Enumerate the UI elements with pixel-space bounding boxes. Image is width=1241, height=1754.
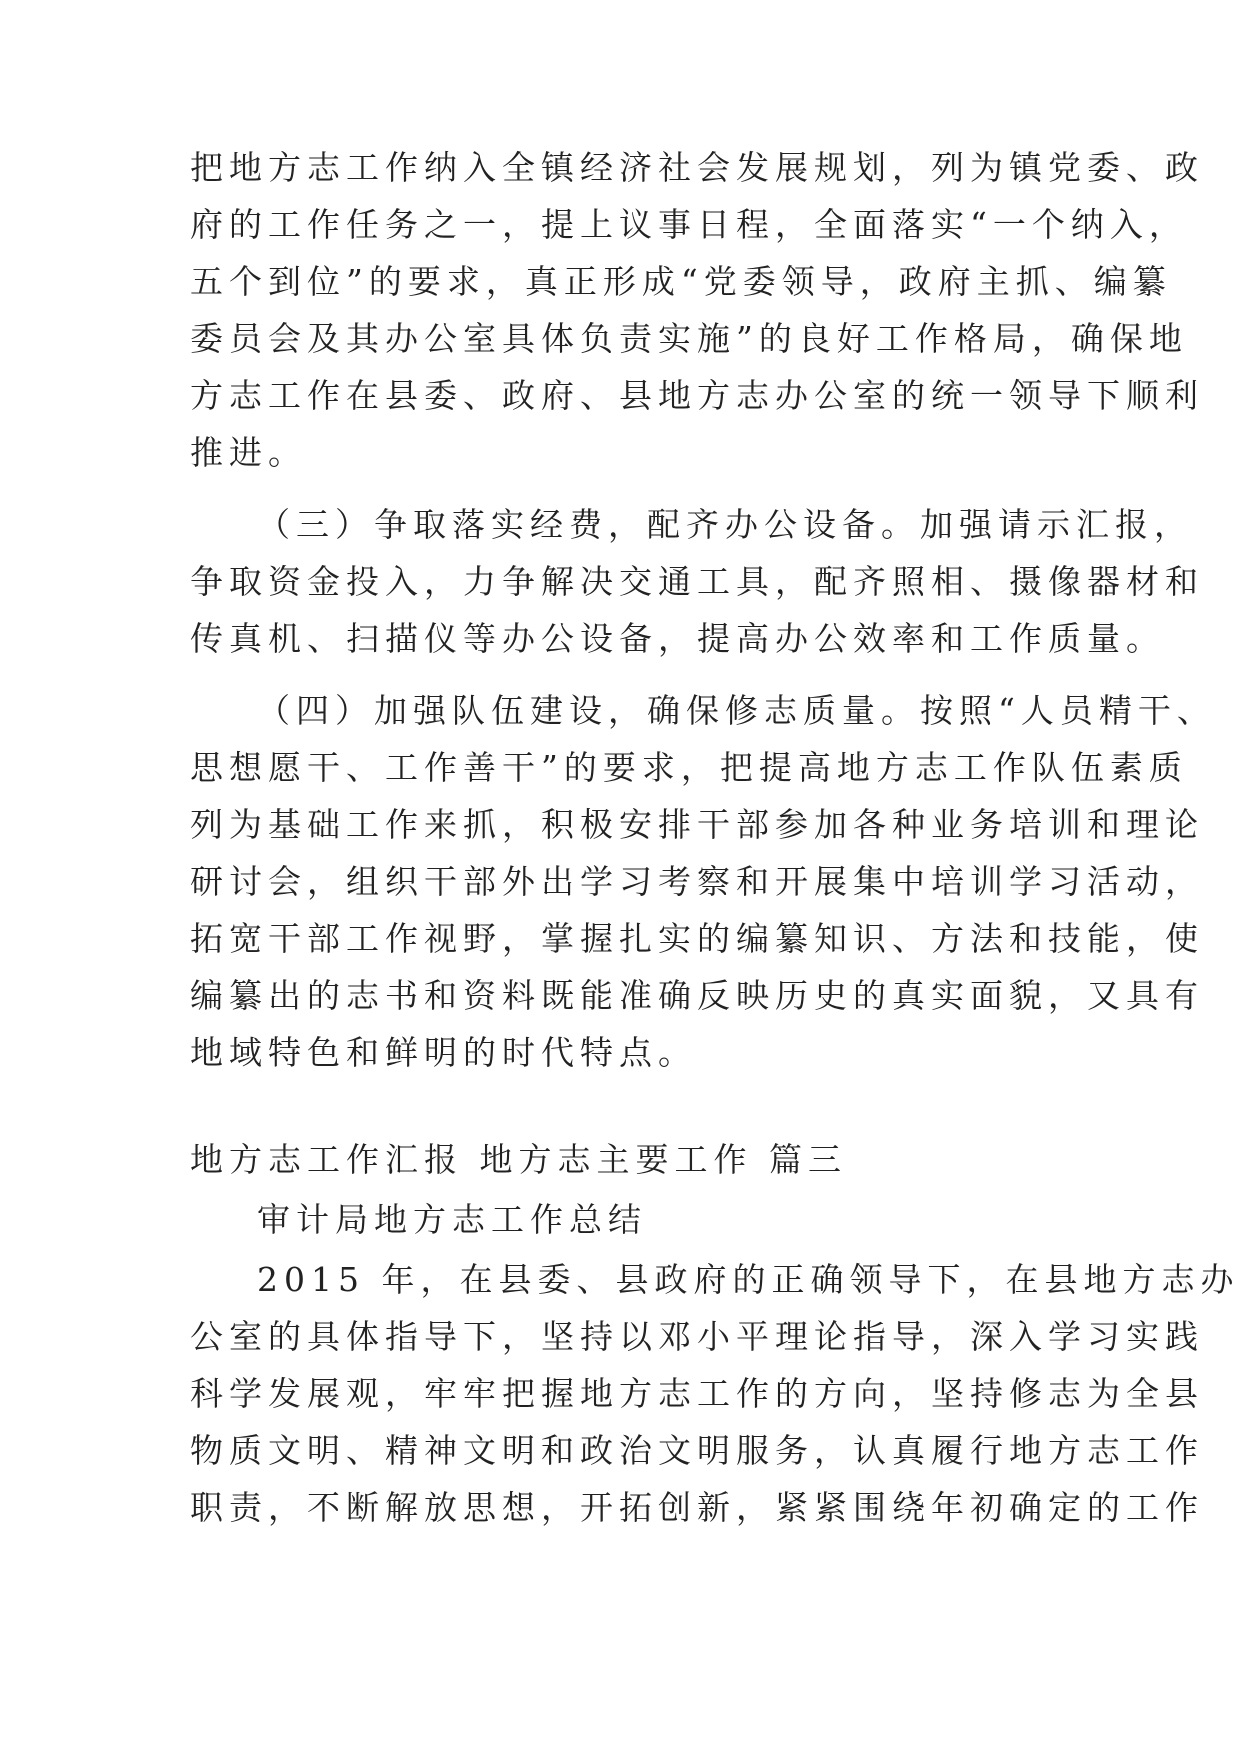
section-heading: 地方志工作汇报 地方志主要工作 篇三 <box>190 1140 847 1179</box>
paragraph-3-line-1: （四）加强队伍建设，确保修志质量。按照“人员精干、 <box>257 691 1216 730</box>
paragraph-1-line-2: 府的工作任务之一，提上议事日程，全面落实“一个纳入， <box>190 205 1188 244</box>
paragraph-4-line-5: 职责，不断解放思想，开拓创新，紧紧围绕年初确定的工作 <box>190 1488 1204 1527</box>
paragraph-1-line-4: 委员会及其办公室具体负责实施”的良好工作格局，确保地 <box>190 319 1188 358</box>
paragraph-1-line-3: 五个到位”的要求，真正形成“党委领导，政府主抓、编纂 <box>190 262 1172 301</box>
paragraph-2-line-3: 传真机、扫描仪等办公设备，提高办公效率和工作质量。 <box>190 619 1165 658</box>
paragraph-1-line-1: 把地方志工作纳入全镇经济社会发展规划，列为镇党委、政 <box>190 148 1204 187</box>
paragraph-2-line-1: （三）争取落实经费，配齐办公设备。加强请示汇报， <box>257 505 1193 544</box>
paragraph-4-line-4: 物质文明、精神文明和政治文明服务，认真履行地方志工作 <box>190 1431 1204 1470</box>
paragraph-4-line-2: 公室的具体指导下，坚持以邓小平理论指导，深入学习实践 <box>190 1317 1204 1356</box>
paragraph-4-line-3: 科学发展观，牢牢把握地方志工作的方向，坚持修志为全县 <box>190 1374 1204 1413</box>
paragraph-2-line-2: 争取资金投入，力争解决交通工具，配齐照相、摄像器材和 <box>190 562 1204 601</box>
paragraph-3-line-2: 思想愿干、工作善干”的要求，把提高地方志工作队伍素质 <box>190 748 1188 787</box>
paragraph-3-line-4: 研讨会，组织干部外出学习考察和开展集中培训学习活动， <box>190 862 1204 901</box>
paragraph-3-line-7: 地域特色和鲜明的时代特点。 <box>190 1033 697 1072</box>
paragraph-3-line-5: 拓宽干部工作视野，掌握扎实的编纂知识、方法和技能，使 <box>190 919 1204 958</box>
paragraph-1-line-5: 方志工作在县委、政府、县地方志办公室的统一领导下顺利 <box>190 376 1204 415</box>
subtitle: 审计局地方志工作总结 <box>257 1200 647 1239</box>
paragraph-4-line-1: 2015 年，在县委、县政府的正确领导下，在县地方志办 <box>257 1260 1240 1299</box>
paragraph-3-line-6: 编纂出的志书和资料既能准确反映历史的真实面貌，又具有 <box>190 976 1204 1015</box>
paragraph-1-line-6: 推进。 <box>190 433 307 472</box>
paragraph-3-line-3: 列为基础工作来抓，积极安排干部参加各种业务培训和理论 <box>190 805 1204 844</box>
